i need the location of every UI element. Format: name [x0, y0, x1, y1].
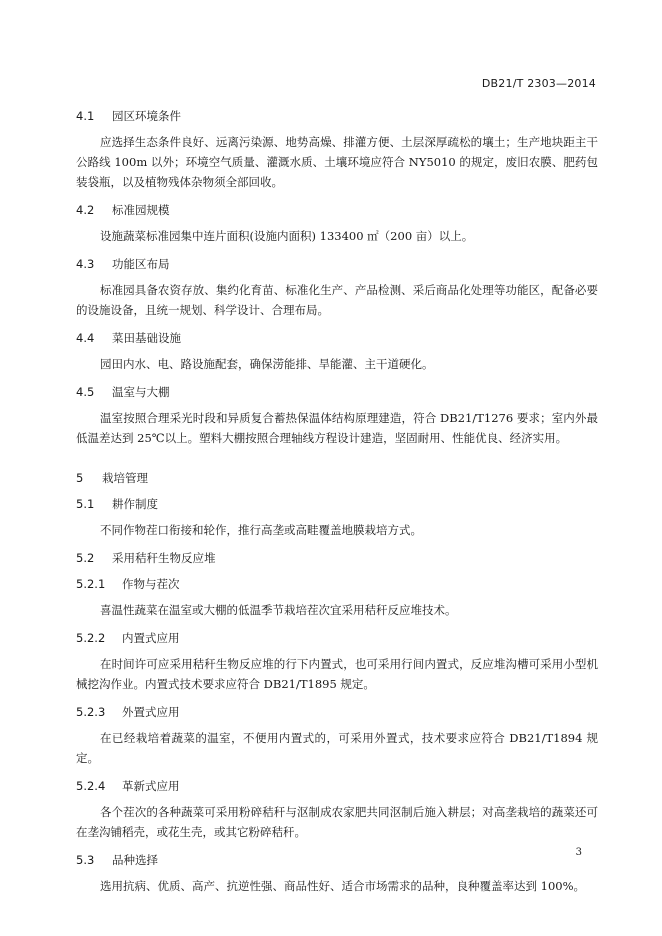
section-number: 4.5	[76, 385, 95, 399]
section-heading	[76, 852, 598, 868]
section-heading	[76, 550, 598, 566]
document-body	[76, 108, 598, 896]
section-heading	[76, 202, 598, 218]
section-title: 作物与茬次	[122, 577, 180, 591]
body-paragraph: 应选择生态条件良好、远离污染源、地势高燥、排灌方便、土层深厚疏松的壤土；生产地块距主干公路线 100m 以外；环境空气质量、灌溉水质、土壤环境应符合 NY5010 的规定，废旧农膜、肥药包装袋瓶，以及植物残体杂物须全部回收。	[76, 135, 598, 189]
document-code: DB21/T 2303—2014	[481, 77, 596, 90]
body-paragraph: 温室按照合理采光时段和异质复合蓄热保温体结构原理建造，符合 DB21/T1276 要求；室内外最低温差达到 25℃以上。塑料大棚按照合理轴线方程设计建造，坚固耐用、性能优良、经济实用。	[76, 411, 598, 445]
section-heading	[76, 704, 598, 720]
section-number: 5.2.2	[76, 631, 106, 645]
section-title: 外置式应用	[122, 705, 180, 719]
section-number: 5.2.4	[76, 779, 106, 793]
section-heading	[76, 330, 598, 346]
body-paragraph: 设施蔬菜标准园集中连片面积(设施内面积) 133400 ㎡（200 亩）以上。	[100, 229, 474, 243]
section-number: 5	[76, 471, 84, 485]
section-heading	[76, 630, 598, 646]
section-number: 4.3	[76, 257, 95, 271]
section-number: 5.2.3	[76, 705, 106, 719]
section-title: 采用秸秆生物反应堆	[112, 551, 216, 565]
section-title: 标准园规模	[112, 203, 170, 217]
section-heading	[76, 576, 598, 592]
section-heading	[76, 778, 598, 794]
section-number: 4.1	[76, 109, 95, 123]
section-heading	[76, 108, 598, 124]
body-paragraph: 在时间许可应采用秸秆生物反应堆的行下内置式，也可采用行间内置式，反应堆沟槽可采用小型机械挖沟作业。内置式技术要求应符合 DB21/T1895 规定。	[76, 657, 598, 691]
section-title: 内置式应用	[122, 631, 180, 645]
body-paragraph: 园田内水、电、路设施配套，确保涝能排、旱能灌、主干道硬化。	[100, 357, 434, 371]
body-paragraph: 选用抗病、优质、高产、抗逆性强、商品性好、适合市场需求的品种，良种覆盖率达到 100%。	[100, 879, 586, 893]
body-paragraph: 在已经栽培着蔬菜的温室，不便用内置式的，可采用外置式，技术要求应符合 DB21/T1894 规定。	[76, 731, 598, 765]
section-heading	[76, 256, 598, 272]
section-title: 栽培管理	[102, 471, 148, 485]
section-number: 5.2.1	[76, 577, 106, 591]
body-paragraph: 不同作物茬口衔接和轮作，推行高垄或高畦覆盖地膜栽培方式。	[100, 523, 422, 537]
section-number: 5.3	[76, 853, 95, 867]
body-paragraph: 标准园具备农资存放、集约化育苗、标准化生产、产品检测、采后商品化处理等功能区，配备必要的设施设备，且统一规划、科学设计、合理布局。	[76, 283, 598, 317]
page-number: 3	[575, 847, 582, 858]
section-number: 4.4	[76, 331, 95, 345]
section-number: 5.2	[76, 551, 95, 565]
section-title: 温室与大棚	[112, 385, 170, 399]
body-paragraph: 各个茬次的各种蔬菜可采用粉碎秸秆与沤制成农家肥共同沤制后施入耕层；对高垄栽培的蔬菜还可在垄沟铺稻壳，或花生壳，或其它粉碎秸秆。	[76, 805, 598, 839]
section-number: 4.2	[76, 203, 95, 217]
body-paragraph: 喜温性蔬菜在温室或大棚的低温季节栽培茬次宜采用秸秆反应堆技术。	[100, 603, 457, 617]
section-title: 菜田基础设施	[112, 331, 181, 345]
section-heading	[76, 470, 598, 486]
section-number: 5.1	[76, 497, 95, 511]
section-title: 品种选择	[112, 853, 158, 867]
section-title: 耕作制度	[112, 497, 158, 511]
section-title: 功能区布局	[112, 257, 170, 271]
section-title: 园区环境条件	[112, 109, 181, 123]
section-title: 革新式应用	[122, 779, 180, 793]
section-heading	[76, 496, 598, 512]
section-heading	[76, 384, 598, 400]
